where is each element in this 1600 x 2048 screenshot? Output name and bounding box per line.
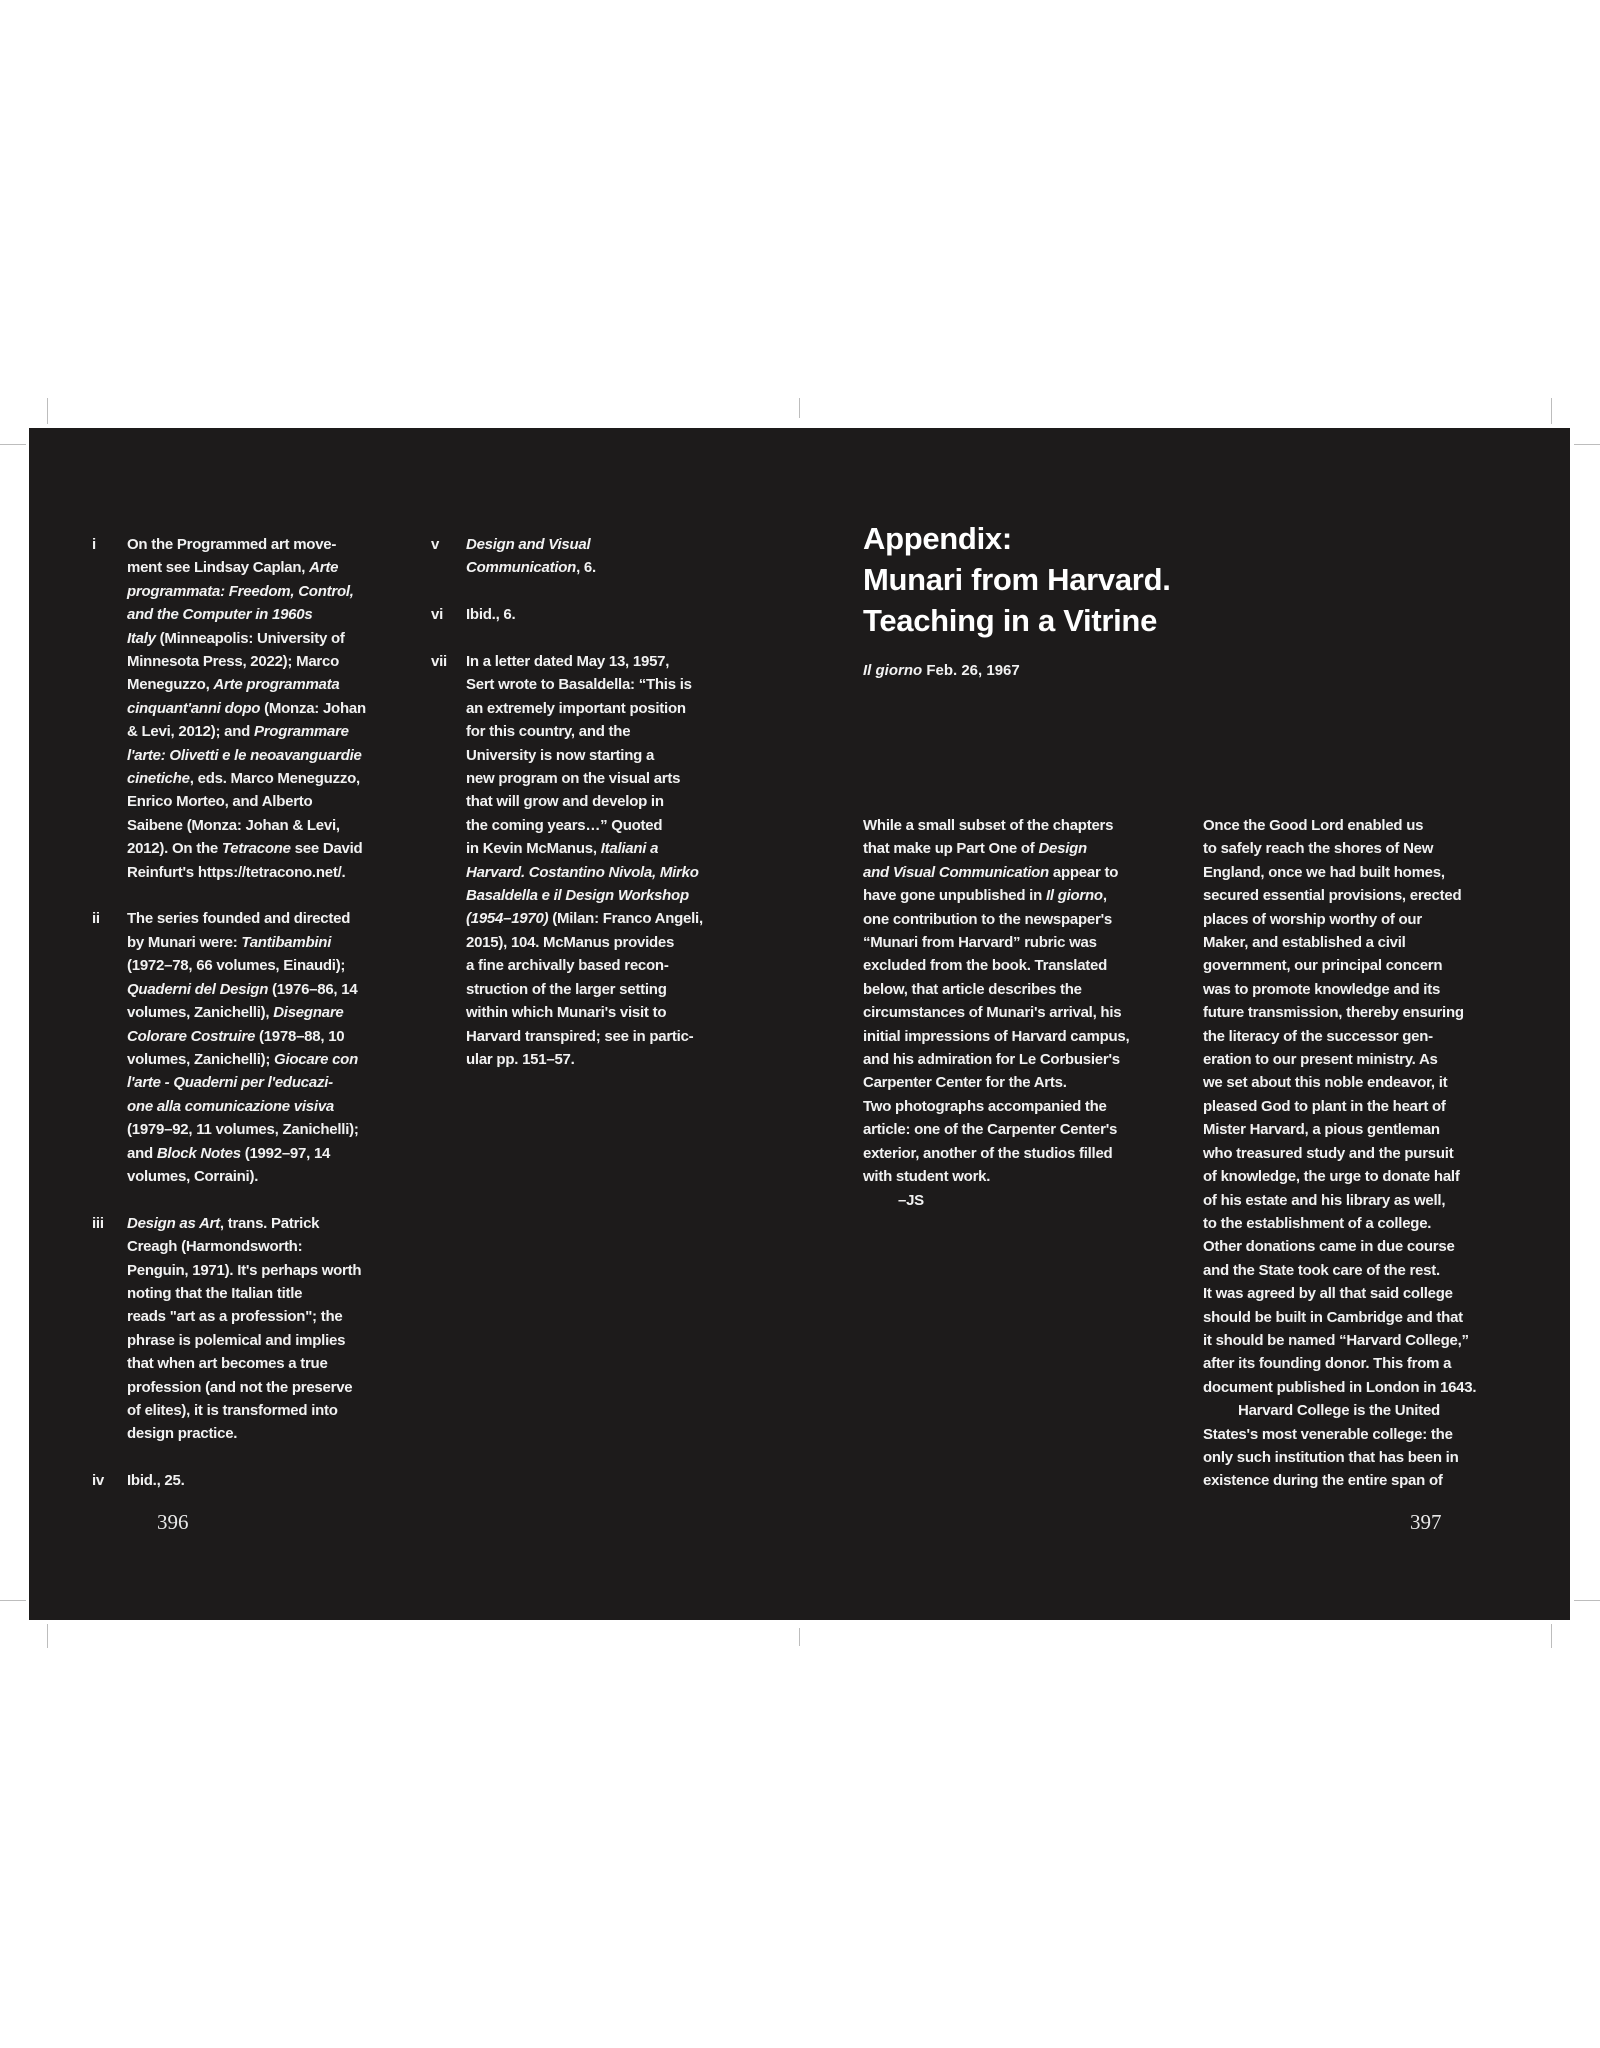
crop-mark [47, 1624, 48, 1648]
text-line [127, 556, 366, 579]
text: 2015), 104. McManus provides [466, 933, 675, 951]
text-line [466, 767, 703, 790]
endnote-number: ii [92, 910, 100, 928]
italic-text: Harvard. Costantino Nivola, Mirko [466, 863, 699, 881]
italic-text: (1954–1970) [466, 910, 549, 928]
text: Harvard transpired; see in partic- [466, 1027, 694, 1045]
text: government, our principal concern [1203, 957, 1443, 975]
text-line [1203, 1423, 1476, 1446]
endnote-text [431, 603, 703, 626]
text-line [466, 931, 703, 954]
text: , 6. [576, 559, 596, 577]
italic-text: Programmare [253, 723, 349, 741]
text: that when art becomes a true [127, 1355, 328, 1373]
endnote-text [92, 907, 366, 1188]
text-line [1203, 1212, 1476, 1235]
text: Maker, and established a civil [1203, 934, 1406, 952]
endnote [92, 907, 366, 1188]
text-line [127, 861, 366, 884]
text: existence during the entire span of [1203, 1472, 1443, 1490]
text: Reinfurt's https://tetracono.net/. [127, 863, 346, 881]
text: pleased God to plant in the heart of [1203, 1097, 1446, 1115]
text-line [1203, 1329, 1476, 1352]
text-line [1203, 1469, 1476, 1492]
text: excluded from the book. Translated [863, 957, 1108, 975]
italic-text: Disegnare [273, 1004, 344, 1022]
text-line [466, 697, 703, 720]
text: Creagh (Harmondsworth: [127, 1238, 303, 1256]
text: The series founded and directed [127, 910, 351, 928]
text-line [127, 1048, 366, 1071]
italic-text: Design as Art [127, 1214, 220, 1232]
crop-mark [1574, 444, 1600, 445]
italic-text: and the Computer in 1960s [127, 606, 313, 624]
text: the literacy of the successor gen- [1203, 1027, 1433, 1045]
text-line [466, 837, 703, 860]
italic-text: one alla comunicazione visiva [127, 1097, 334, 1115]
text: new program on the visual arts [466, 770, 681, 788]
text-line [466, 790, 703, 813]
title-line: Teaching in a Vitrine [863, 603, 1158, 638]
text: who treasured study and the pursuit [1203, 1144, 1454, 1162]
text-line [127, 767, 366, 790]
text-line [1203, 978, 1476, 1001]
page-number-left: 396 [157, 1510, 189, 1534]
text-line [127, 978, 366, 1001]
italic-text: Giocare con [274, 1050, 358, 1068]
text-line [466, 603, 703, 626]
text: in Kevin McManus, [466, 840, 601, 858]
text-line [466, 814, 703, 837]
text-line [863, 814, 1129, 837]
italic-text: Basaldella e il Design Workshop [466, 887, 689, 905]
crop-mark [0, 444, 26, 445]
italic-text: Design and Visual [466, 536, 591, 553]
text-line [127, 1399, 366, 1422]
text: have gone unpublished in [863, 887, 1046, 905]
text: secured essential provisions, erected [1203, 887, 1462, 905]
text-line [1203, 954, 1476, 977]
text: a fine archivally based recon- [466, 957, 669, 975]
text: Carpenter Center for the Arts. [863, 1074, 1067, 1092]
publication-date: Feb. 26, 1967 [922, 662, 1020, 679]
text-line [1203, 1235, 1476, 1258]
text: reads "art as a profession"; the [127, 1308, 343, 1326]
text-line [127, 837, 366, 860]
text-line [466, 884, 703, 907]
text: document published in London in 1643. [1203, 1378, 1477, 1396]
endnote-number: iii [92, 1214, 104, 1232]
text: 2012). On the [127, 840, 222, 858]
italic-text: Design [1038, 840, 1087, 858]
text-line [127, 790, 366, 813]
text-line [1203, 1095, 1476, 1118]
text: of elites), it is transformed into [127, 1402, 338, 1419]
text: see David [290, 840, 363, 858]
text-line [863, 884, 1129, 907]
text: to safely reach the shores of New [1203, 840, 1434, 858]
text: volumes, Corraini). [127, 1167, 259, 1185]
italic-text: Communication [466, 559, 577, 577]
publication-name: Il giorno [863, 662, 923, 679]
text-line [1203, 837, 1476, 860]
intro-column [863, 814, 1129, 1212]
text: Enrico Morteo, and Alberto [127, 793, 313, 811]
text-line [1203, 1399, 1476, 1422]
text: and his admiration for Le Corbusier's [863, 1051, 1120, 1069]
text-line [466, 1025, 703, 1048]
italic-text: Block Notes [156, 1144, 241, 1162]
endnote-text [431, 533, 703, 580]
text: places of worship worthy of our [1203, 910, 1422, 928]
text: that will grow and develop in [466, 793, 664, 811]
text-line [127, 697, 366, 720]
italic-text: l'arte: Olivetti e le neoavanguardie [127, 746, 362, 764]
endnote-text [92, 533, 366, 884]
endnote-number: vi [431, 606, 444, 624]
endnotes-column-2 [431, 533, 703, 1095]
text: after its founding donor. This from a [1203, 1355, 1452, 1373]
endnote-text [92, 1469, 366, 1492]
text-line [466, 744, 703, 767]
text: Minnesota Press, 2022); Marco [127, 653, 340, 671]
italic-text: cinquant'anni dopo [127, 699, 261, 717]
crop-mark [0, 1600, 26, 1601]
text: Saibene (Monza: Johan & Levi, [127, 816, 340, 834]
text-line [127, 1352, 366, 1375]
text: and [127, 1144, 157, 1162]
endnote-text [431, 650, 703, 1071]
endnote [431, 650, 703, 1071]
article-paragraph [1203, 1399, 1476, 1493]
italic-text: Italy [127, 629, 156, 647]
text-line [863, 1095, 1129, 1118]
text: Sert wrote to Basaldella: “This is [466, 676, 692, 694]
text: (Milan: Franco Angeli, [548, 910, 703, 928]
text-line [863, 837, 1129, 860]
italic-text: Colorare Costruire [127, 1027, 256, 1045]
text-line [466, 978, 703, 1001]
text-line [863, 1165, 1129, 1188]
endnote [92, 1212, 366, 1446]
text: Ibid., 6. [466, 606, 516, 624]
text-line [1203, 1071, 1476, 1094]
text-line [1203, 1376, 1476, 1399]
signature: –JS [898, 1191, 924, 1209]
text-line [466, 556, 703, 579]
text-line [1203, 1282, 1476, 1305]
text: Other donations came in due course [1203, 1238, 1455, 1256]
crop-mark [799, 1628, 800, 1646]
text-line [1203, 1001, 1476, 1024]
text: design practice. [127, 1425, 238, 1443]
text-line [1203, 1352, 1476, 1375]
crop-mark [799, 398, 800, 418]
text: the coming years…” Quoted [466, 816, 663, 834]
italic-text: Tetracone [221, 840, 291, 858]
text: exterior, another of the studios filled [863, 1144, 1113, 1162]
endnote-number: vii [431, 653, 447, 670]
italic-text: programmata: Freedom, Control, [127, 582, 354, 600]
text-line [466, 650, 703, 673]
text: volumes, Zanichelli), [127, 1004, 274, 1022]
text-line [863, 1048, 1129, 1071]
endnote [431, 533, 703, 580]
text-line [127, 744, 366, 767]
text: States's most venerable college: the [1203, 1425, 1453, 1443]
text-line [127, 1305, 366, 1328]
text-line [1203, 931, 1476, 954]
text: noting that the Italian title [127, 1284, 303, 1302]
text-line [127, 1329, 366, 1352]
text: initial impressions of Harvard campus, [863, 1027, 1130, 1045]
text: to the establishment of a college. [1203, 1214, 1432, 1232]
title-line: Munari from Harvard. [863, 562, 1171, 597]
text-line [127, 1422, 366, 1445]
text: While a small subset of the chapters [863, 817, 1114, 834]
text-line [466, 907, 703, 930]
text-line [863, 1142, 1129, 1165]
text: England, once we had built homes, [1203, 863, 1445, 881]
text-line [127, 1259, 366, 1282]
page-number-right: 397 [1410, 1510, 1442, 1534]
text: (Monza: Johan [260, 699, 366, 717]
text-line [127, 1165, 366, 1188]
text-line [1203, 1118, 1476, 1141]
text: (Minneapolis: University of [155, 629, 345, 647]
text-line [863, 1071, 1129, 1094]
text: should be built in Cambridge and that [1203, 1308, 1463, 1326]
text-line [127, 1469, 366, 1492]
text-line [863, 1025, 1129, 1048]
text: (1978–88, 10 [255, 1027, 345, 1045]
text: of knowledge, the urge to donate half [1203, 1168, 1460, 1186]
text-line [127, 1001, 366, 1024]
text: & Levi, 2012); and [127, 723, 254, 741]
text: profession (and not the preserve [127, 1378, 353, 1396]
text: it should be named “Harvard College,” [1203, 1331, 1469, 1349]
text-line [1203, 814, 1476, 837]
text-line [863, 954, 1129, 977]
crop-mark [1551, 398, 1552, 424]
text-line [863, 1001, 1129, 1024]
text: It was agreed by all that said college [1203, 1285, 1453, 1303]
text: Harvard College is the United [1238, 1402, 1440, 1420]
text-line [127, 1235, 366, 1258]
text-line [863, 1118, 1129, 1141]
text: Penguin, 1971). It's perhaps worth [127, 1261, 362, 1279]
text: (1972–78, 66 volumes, Einaudi); [127, 957, 346, 975]
italic-text: Tantibambini [241, 933, 332, 951]
endnote-number: v [431, 536, 440, 553]
text-line [466, 861, 703, 884]
text: and the State took care of the rest. [1203, 1261, 1440, 1279]
text: University is now starting a [466, 746, 655, 764]
text-line [127, 627, 366, 650]
text-line [1203, 1259, 1476, 1282]
text-line [466, 673, 703, 696]
text-line [127, 1071, 366, 1094]
endnote-number: iv [92, 1472, 105, 1490]
text: by Munari were: [127, 933, 242, 951]
text-line [127, 1282, 366, 1305]
text: ment see Lindsay Caplan, [127, 559, 310, 577]
text: eration to our present ministry. As [1203, 1051, 1438, 1069]
endnotes-column-1 [92, 533, 366, 1516]
text: phrase is polemical and implies [127, 1331, 346, 1349]
text: we set about this noble endeavor, it [1203, 1074, 1448, 1092]
text: article: one of the Carpenter Center's [863, 1121, 1118, 1139]
italic-text: Arte programmata [213, 676, 340, 694]
text-line [127, 1095, 366, 1118]
text: , [1102, 887, 1107, 905]
text: future transmission, thereby ensuring [1203, 1004, 1464, 1022]
article-column [1203, 814, 1476, 1493]
text: (1992–97, 14 [240, 1144, 331, 1162]
text-line [466, 1001, 703, 1024]
italic-text: and Visual Communication [863, 863, 1049, 881]
text: , trans. Patrick [219, 1214, 320, 1232]
text-line [1203, 884, 1476, 907]
text-line [127, 1376, 366, 1399]
text-line [127, 1142, 366, 1165]
endnote [92, 1469, 366, 1492]
text: volumes, Zanichelli); [127, 1050, 275, 1068]
text-line [1203, 1165, 1476, 1188]
crop-mark [47, 398, 48, 424]
text-line [1203, 1189, 1476, 1212]
text-line [1203, 861, 1476, 884]
text-line [127, 650, 366, 673]
crop-mark [1551, 1624, 1552, 1648]
text-line [1203, 1048, 1476, 1071]
text-line [127, 1212, 366, 1235]
text: , eds. Marco Meneguzzo, [189, 770, 360, 788]
text-line [127, 673, 366, 696]
endnote [92, 533, 366, 884]
text: Two photographs accompanied the [863, 1097, 1107, 1115]
text: Mister Harvard, a pious gentleman [1203, 1121, 1440, 1139]
text: within which Munari's visit to [466, 1004, 667, 1022]
endnote-number: i [92, 536, 96, 553]
text-line [127, 954, 366, 977]
text: one contribution to the newspaper's [863, 910, 1112, 928]
text: that make up Part One of [863, 840, 1039, 858]
text: for this country, and the [466, 723, 631, 741]
text: circumstances of Munari's arrival, his [863, 1004, 1122, 1022]
text-line [1203, 1142, 1476, 1165]
text: below, that article describes the [863, 980, 1082, 998]
text: with student work. [863, 1168, 991, 1186]
text: was to promote knowledge and its [1203, 980, 1441, 998]
text-line [1203, 908, 1476, 931]
text: of his estate and his library as well, [1203, 1191, 1446, 1209]
text-line [127, 931, 366, 954]
italic-text: cinetiche [127, 770, 190, 788]
text-line [127, 814, 366, 837]
source-line [863, 662, 1020, 679]
text-line [127, 580, 366, 603]
text: struction of the larger setting [466, 980, 667, 998]
italic-text: Quaderni del Design [127, 980, 269, 998]
text-line [863, 861, 1129, 884]
italic-text: l'arte - Quaderni per l'educazi- [127, 1074, 333, 1092]
text: In a letter dated May 13, 1957, [466, 653, 670, 670]
text-line [127, 603, 366, 626]
text-line [127, 1025, 366, 1048]
text: appear to [1048, 863, 1119, 881]
crop-mark [1574, 1600, 1600, 1601]
text: ular pp. 151–57. [466, 1050, 575, 1068]
text-line [1203, 1446, 1476, 1469]
text: Ibid., 25. [127, 1472, 185, 1490]
text-line [127, 1118, 366, 1141]
text-line [127, 907, 366, 930]
text-line [863, 978, 1129, 1001]
text-line [1203, 1025, 1476, 1048]
text-line [466, 954, 703, 977]
text-line [466, 720, 703, 743]
appendix-title [863, 518, 1171, 641]
endnote [431, 603, 703, 626]
text: Once the Good Lord enabled us [1203, 817, 1424, 834]
text-line [466, 1048, 703, 1071]
text: (1979–92, 11 volumes, Zanichelli); [127, 1121, 359, 1139]
article-paragraph [1203, 814, 1476, 1399]
text-line [127, 720, 366, 743]
text: On the Programmed art move- [127, 536, 337, 553]
text: “Munari from Harvard” rubric was [863, 934, 1097, 952]
title-line: Appendix: [863, 521, 1012, 556]
italic-text: Arte [309, 559, 339, 577]
text-line [1203, 1306, 1476, 1329]
text: Meneguzzo, [127, 676, 214, 694]
text: (1976–86, 14 [268, 980, 358, 998]
text: an extremely important position [466, 699, 686, 717]
text-line [127, 533, 366, 556]
endnote-text [92, 1212, 366, 1446]
italic-text: Il giorno [1045, 887, 1103, 905]
text-line [863, 908, 1129, 931]
text: only such institution that has been in [1203, 1448, 1459, 1466]
text-line [466, 533, 703, 556]
text-line [863, 931, 1129, 954]
italic-text: Italiani a [600, 840, 659, 858]
